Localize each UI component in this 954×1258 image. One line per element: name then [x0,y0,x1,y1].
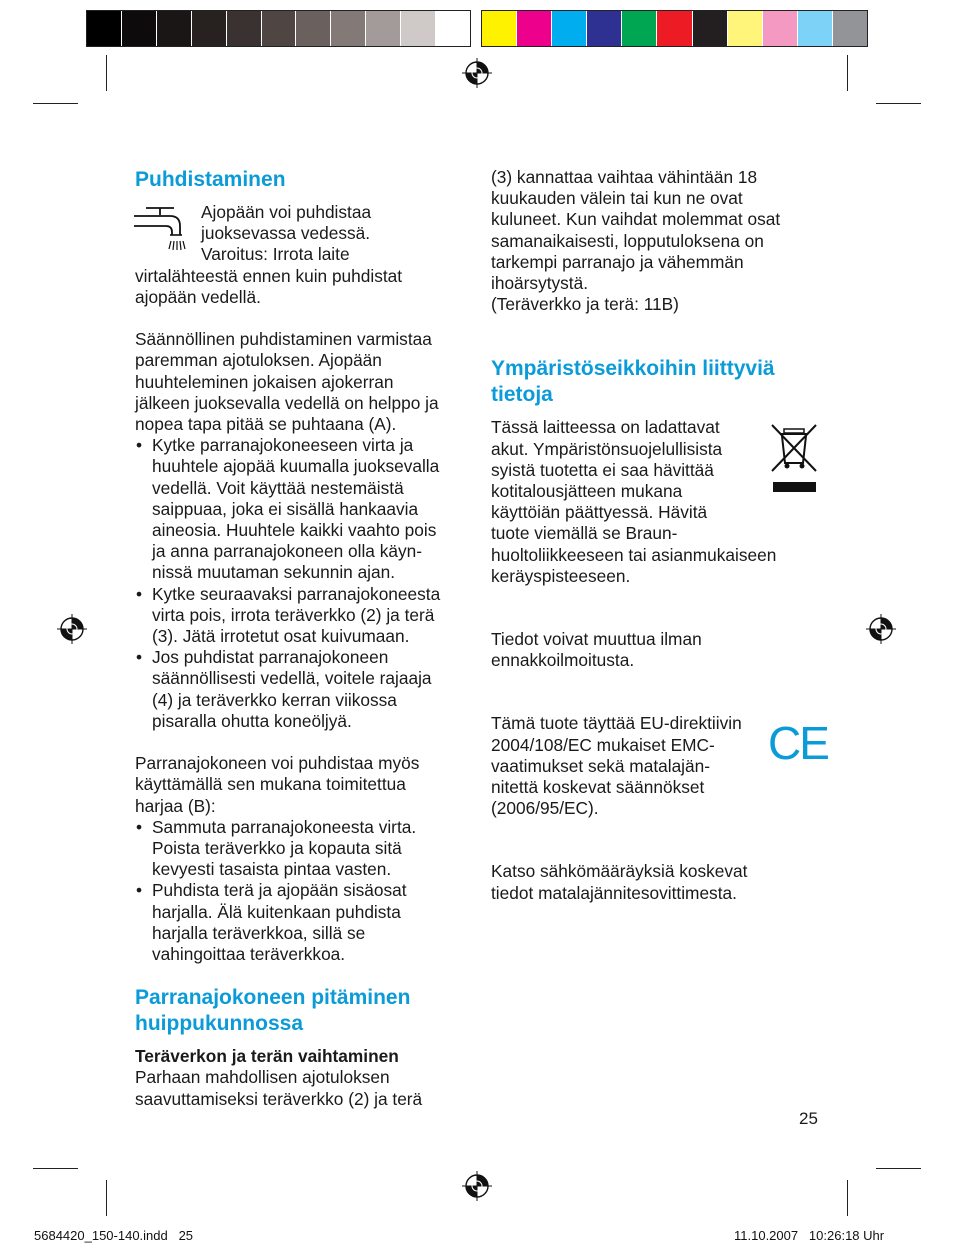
right-column [491,167,826,904]
tap-text: Ajopään voi puhdistaa juoksevassa vedessä. Varoitus: Irrota laite [201,202,372,265]
color-swatch [365,11,400,46]
subheading-replacement: Teräverkon ja terän vaihtaminen [135,1046,399,1067]
list-item: • Kytke parranajokoneeseen virta ja huuhtele ajopää kuumalla juoksevalla vedellä. Voit käyttää nestemäistä saippuaa, joka ei sisällä hankaavia aineosia. Huuhtele kaikki vaahto pois ja anna parranajokoneen olla käyn- nissä muutaman sekunnin ajan. [135,435,475,583]
crop-mark [106,55,107,91]
footer-file-info: 5684420_150-140.indd 25 [34,1228,194,1243]
paragraph-low-voltage: Katso sähkömääräyksiä koskevat tiedot matalajännitesovittimesta. [491,861,748,903]
page-number: 25 [799,1109,818,1128]
color-swatch [261,11,296,46]
registration-mark-icon [57,614,87,644]
registration-mark-icon [462,58,492,88]
color-swatch [400,11,435,46]
paragraph-replacement-cont: (3) kannattaa vaihtaa vähintään 18 kuukauden välein tai kun ne ovat kuluneet. Kun vaihdat molemmat osat samanaikaisesti, lopputuloksena on tarkempi parranajo ja vähemmän ihoärsytystä. (Teräverkko ja terä: 11B) [491,167,781,315]
color-swatch [551,11,586,46]
water-tap-icon [134,204,188,256]
list-item: • Kytke seuraavaksi parranajokoneesta virta pois, irrota teräverkko (2) ja terä (3). Jätä irrotetut osat kuivumaan. [135,584,475,648]
crop-mark [33,1168,78,1169]
registration-mark-icon [462,1171,492,1201]
color-swatch [191,11,226,46]
tap-block [135,202,475,308]
heading-environment: Ympäristöseikkoihin liittyviä tietoja [491,357,775,407]
color-swatch [656,11,691,46]
brush-steps-list [135,817,475,965]
grayscale-color-bar [86,10,471,47]
color-swatch [121,11,156,46]
color-swatch [87,11,121,46]
color-swatch [797,11,832,46]
color-swatch [586,11,621,46]
process-color-bar [481,10,868,47]
registration-mark-icon [866,614,896,644]
heading-puhdistaminen: Puhdistaminen [135,168,286,191]
left-column [135,167,475,1110]
paragraph-regular-cleaning: Säännöllinen puhdistaminen varmistaa paremman ajotuloksen. Ajopään huuhteleminen jokaisen ajokerran jälkeen juoksevalla vedellä on helppo ja nopea tapa pitää se puhtaana (A). [135,329,439,435]
paragraph-brush-cleaning: Parranajokoneen voi puhdistaa myös käyttämällä sen mukana toimitettua harjaa (B): [135,753,420,816]
crop-mark [876,103,921,104]
color-swatch [226,11,261,46]
color-swatch [762,11,797,46]
tap-text-cont: virtalähteestä ennen kuin puhdistat ajopään vedellä. [135,265,403,307]
color-swatch [295,11,330,46]
crop-mark [876,1168,921,1169]
list-item: • Sammuta parranajokoneesta virta. Poista teräverkko ja kopauta sitä kevyesti tasaista pintaa vasten. [135,817,475,881]
paragraph-environment: Tässä laitteessa on ladattavat akut. Ympäristönsuojelullisista syistä tuotetta ei saa hävittää kotitalousjätteen mukana käyttöiän päättyessä. Hävitä tuote viemällä se Braun- huoltoliikkeeseen tai asianmukaiseen keräyspisteeseen. [491,417,777,586]
color-swatch [727,11,762,46]
crossed-bin-icon [768,421,820,495]
color-swatch [516,11,551,46]
cleaning-steps-list [135,435,475,732]
color-swatch [482,11,516,46]
list-item: • Jos puhdistat parranajokoneen säännöllisesti vedellä, voitele rajaaja (4) ja teräverkko kerran viikossa pisaralla ohutta koneöljyä. [135,647,475,732]
footer-timestamp: 11.10.2007 10:26:18 Uhr [734,1228,885,1243]
crop-mark [33,103,78,104]
crop-mark [847,55,848,91]
heading-maintenance: Parranajokoneen pitäminen huippukunnossa [135,986,411,1036]
color-swatch [330,11,365,46]
ce-mark: CE [768,717,828,769]
list-item: • Puhdista terä ja ajopään sisäosat harjalla. Älä kuitenkaan puhdista harjalla teräverkkoa, sillä se vahingoittaa teräverkkoa. [135,880,475,965]
color-swatch [435,11,470,46]
color-swatch [832,11,867,46]
paragraph-replacement: Parhaan mahdollisen ajotuloksen saavuttamiseksi teräverkko (2) ja terä [135,1067,423,1109]
color-swatch [692,11,727,46]
crop-mark [847,1180,848,1216]
paragraph-eu-directive: Tämä tuote täyttää EU-direktiivin 2004/108/EC mukaiset EMC- vaatimukset sekä matalajän- nitettä koskevat säännökset (2006/95/EC). [491,713,742,819]
crop-mark [106,1180,107,1216]
color-swatch [156,11,191,46]
paragraph-notice: Tiedot voivat muuttua ilman ennakkoilmoitusta. [491,629,702,671]
color-swatch [621,11,656,46]
